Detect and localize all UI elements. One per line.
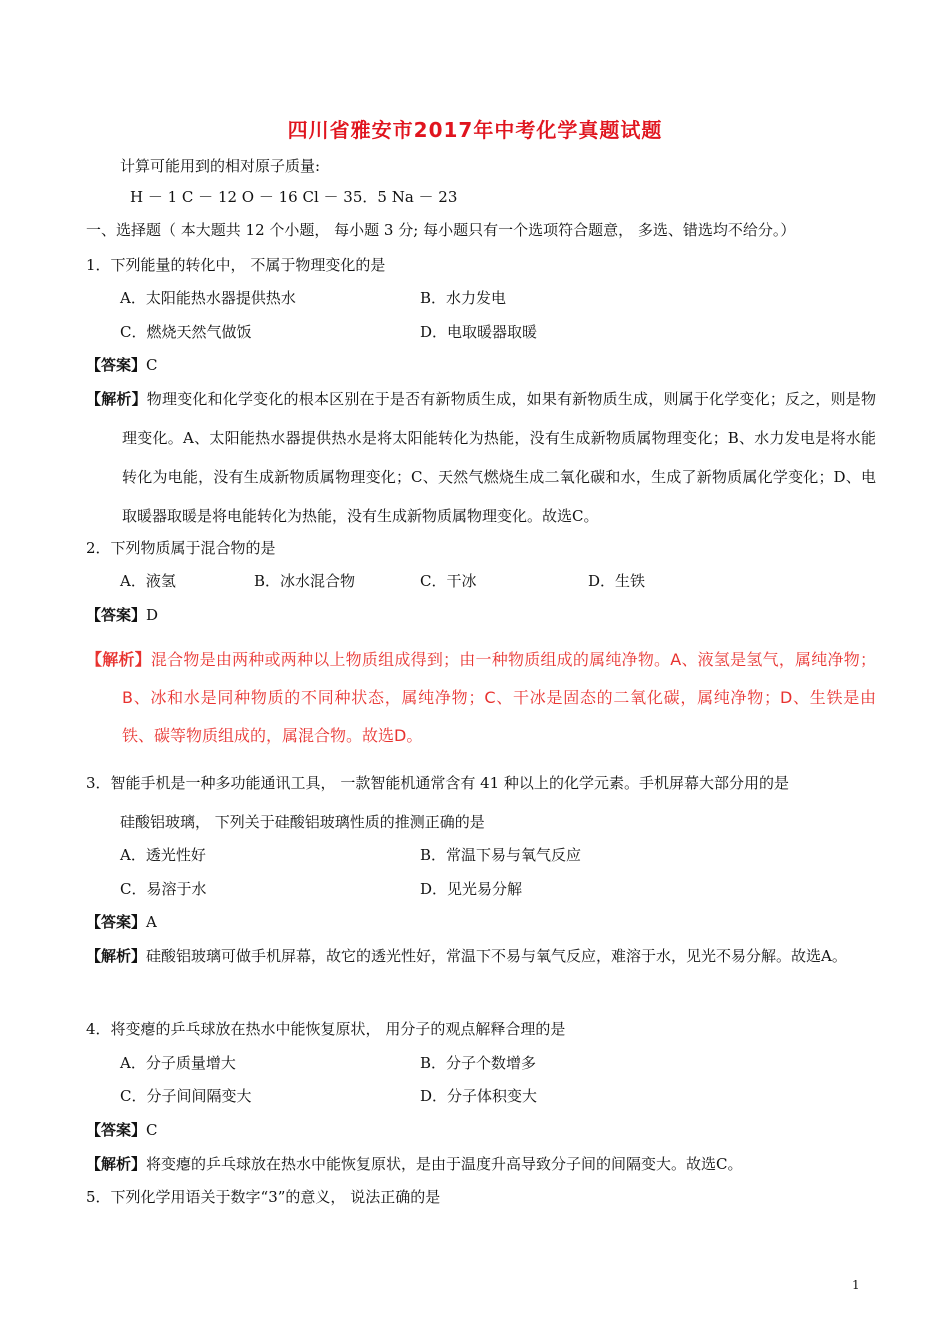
q1-option-b: B．水力发电 [420, 289, 507, 307]
q2-analysis [86, 641, 876, 755]
q3-analysis [86, 937, 876, 976]
question-1-stem: 1．下列能量的转化中， 不属于物理变化的是 [86, 256, 386, 274]
intro-label: 计算可能用到的相对原子质量: [120, 157, 321, 175]
q4-analysis [86, 1155, 743, 1173]
answer-tag: 【答案】 [86, 1121, 147, 1139]
q4-answer [86, 1121, 158, 1139]
q2-option-c: C．干冰 [420, 572, 477, 590]
answer-value: C [146, 1121, 158, 1139]
analysis-tag: 【解析】 [86, 1155, 147, 1173]
q3-option-d: D．见光易分解 [420, 880, 523, 898]
q1-option-d: D．电取暖器取暖 [420, 323, 538, 341]
page-title: 四川省雅安市2017年中考化学真题试题 [287, 118, 663, 142]
question-5-stem: 5．下列化学用语关于数字“3”的意义， 说法正确的是 [86, 1188, 441, 1206]
analysis-text: 硅酸铝玻璃可做手机屏幕，故它的透光性好，常温下不易与氧气反应，难溶于水，见光不易分解。故选A。 [146, 947, 847, 965]
analysis-tag: 【解析】 [86, 650, 151, 669]
q4-option-d: D．分子体积变大 [420, 1087, 538, 1105]
analysis-text: 物理变化和化学变化的根本区别在于是否有新物质生成，如果有新物质生成，则属于化学变化；反之，则是物理变化。A、太阳能热水器提供热水是将太阳能转化为热能，没有生成新物质属物理变化；B、水力发电是将水能转化为电能，没有生成新物质属物理变化；C、天然气燃烧生成二氧化碳和水，生成了新物质属化学变化；D、电取暖器取暖是将电能转化为热能，没有生成新物质属物理变化。故选C。 [122, 390, 876, 525]
analysis-text: 混合物是由两种或两种以上物质组成得到；由一种物质组成的属纯净物。A、液氢是氢气，属纯净物；B、冰和水是同种物质的不同种状态，属纯净物；C、干冰是固态的二氧化碳，属纯净物；D、生铁是由铁、碳等物质组成的，属混合物。故选D。 [122, 650, 876, 745]
q4-option-c: C．分子间间隔变大 [120, 1087, 252, 1105]
analysis-tag: 【解析】 [86, 947, 147, 965]
q2-option-a: A．液氢 [120, 572, 176, 590]
question-4-stem: 4．将变瘪的乒乓球放在热水中能恢复原状， 用分子的观点解释合理的是 [86, 1020, 566, 1038]
answer-tag: 【答案】 [86, 356, 147, 374]
q1-option-a: A．太阳能热水器提供热水 [120, 289, 296, 307]
question-3-stem-line-1: 3．智能手机是一种多功能通讯工具， 一款智能机通常含有 41 种以上的化学元素。手机屏幕大部分用的是 [86, 774, 789, 792]
question-2-stem: 2．下列物质属于混合物的是 [86, 539, 276, 557]
q1-analysis [86, 380, 876, 536]
q2-option-b: B．冰水混合物 [254, 572, 356, 590]
analysis-tag: 【解析】 [86, 390, 147, 408]
atomic-masses: H － 1 C － 12 O － 16 Cl － 35．5 Na － 23 [130, 188, 458, 206]
q3-option-c: C．易溶于水 [120, 880, 207, 898]
answer-value: A [146, 913, 157, 931]
analysis-text: 将变瘪的乒乓球放在热水中能恢复原状，是由于温度升高导致分子间的间隔变大。故选C。 [146, 1155, 743, 1173]
page-number: 1 [852, 1278, 860, 1292]
q1-option-c: C．燃烧天然气做饭 [120, 323, 252, 341]
q3-option-b: B．常温下易与氧气反应 [420, 846, 582, 864]
question-3-stem-line-2: 硅酸铝玻璃， 下列关于硅酸铝玻璃性质的推测正确的是 [120, 813, 485, 831]
q2-option-d: D．生铁 [588, 572, 646, 590]
answer-tag: 【答案】 [86, 606, 147, 624]
q3-option-a: A．透光性好 [120, 846, 206, 864]
q2-answer [86, 606, 158, 624]
answer-value: D [146, 606, 159, 624]
q3-answer [86, 913, 157, 931]
q4-option-b: B．分子个数增多 [420, 1054, 537, 1072]
q4-option-a: A．分子质量增大 [120, 1054, 236, 1072]
q1-answer [86, 356, 158, 374]
answer-value: C [146, 356, 158, 374]
section-heading: 一、选择题（ 本大题共 12 个小题， 每小题 3 分; 每小题只有一个选项符合题意， 多选、错选均不给分。） [86, 221, 796, 239]
answer-tag: 【答案】 [86, 913, 147, 931]
